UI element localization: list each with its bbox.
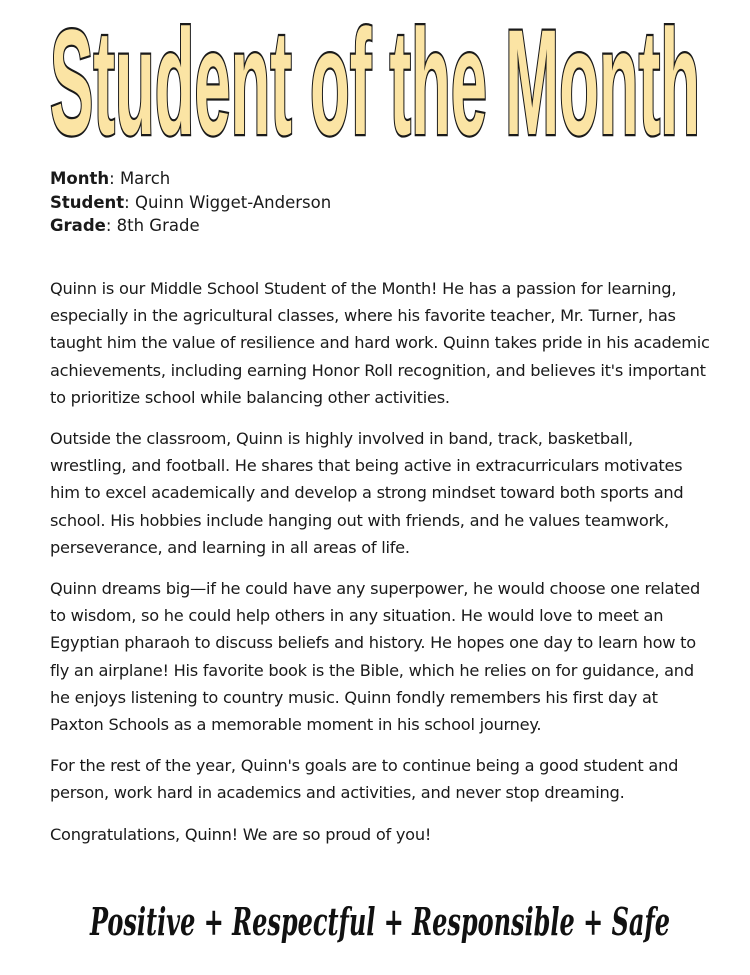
- page-title-text: Student of the Month: [50, 6, 700, 158]
- paragraph: Quinn dreams big—if he could have any superpower, he would choose one related to wisdom, so he could help others in any situation. He would love to meet an Egyptian pharaoh to discuss beliefs and history. He hopes one day to learn how to fly an airplane! His favorite book is the Bible, which he relies on for guidance, and he enjoys listening to country music. Quinn fondly remembers his first day at Paxton Schools as a memorable moment in his school journey.: [50, 579, 701, 735]
- month-row: [50, 167, 331, 191]
- paragraph: Quinn is our Middle School Student of the Month! He has a passion for learning, especially in the agricultural classes, where his favorite teacher, Mr. Turner, has taught him the value of resilience and hard work. Quinn takes pride in his academic achievements, including earning Honor Roll recognition, and believes it's important to prioritize school while balancing other activities.: [50, 279, 710, 407]
- school-motto: [80, 885, 680, 955]
- month-label: Month: [50, 169, 110, 188]
- paragraph: Congratulations, Quinn! We are so proud of you!: [50, 824, 432, 844]
- student-value: : Quinn Wigget-Anderson: [124, 192, 332, 212]
- month-value: : March: [109, 169, 171, 188]
- page-title: [42, 6, 708, 158]
- article-body: [50, 275, 710, 862]
- paragraph: For the rest of the year, Quinn's goals are to continue being a good student and person, work hard in academics and activities, and never stop dreaming.: [50, 756, 679, 803]
- student-label: Student: [50, 192, 125, 212]
- student-row: [50, 191, 331, 215]
- grade-row: [50, 214, 331, 238]
- school-motto-text: Positive + Respectful + Responsible + Safe: [89, 899, 670, 944]
- student-info: [50, 167, 331, 238]
- grade-label: Grade: [50, 216, 106, 235]
- grade-value: : 8th Grade: [105, 216, 200, 235]
- paragraph: Outside the classroom, Quinn is highly involved in band, track, basketball, wrestling, and football. He shares that being active in extracurriculars motivates him to excel academically and develop a strong mindset toward both sports and school. His hobbies include hanging out with friends, and he values teamwork, perseverance, and learning in all areas of life.: [50, 429, 684, 557]
